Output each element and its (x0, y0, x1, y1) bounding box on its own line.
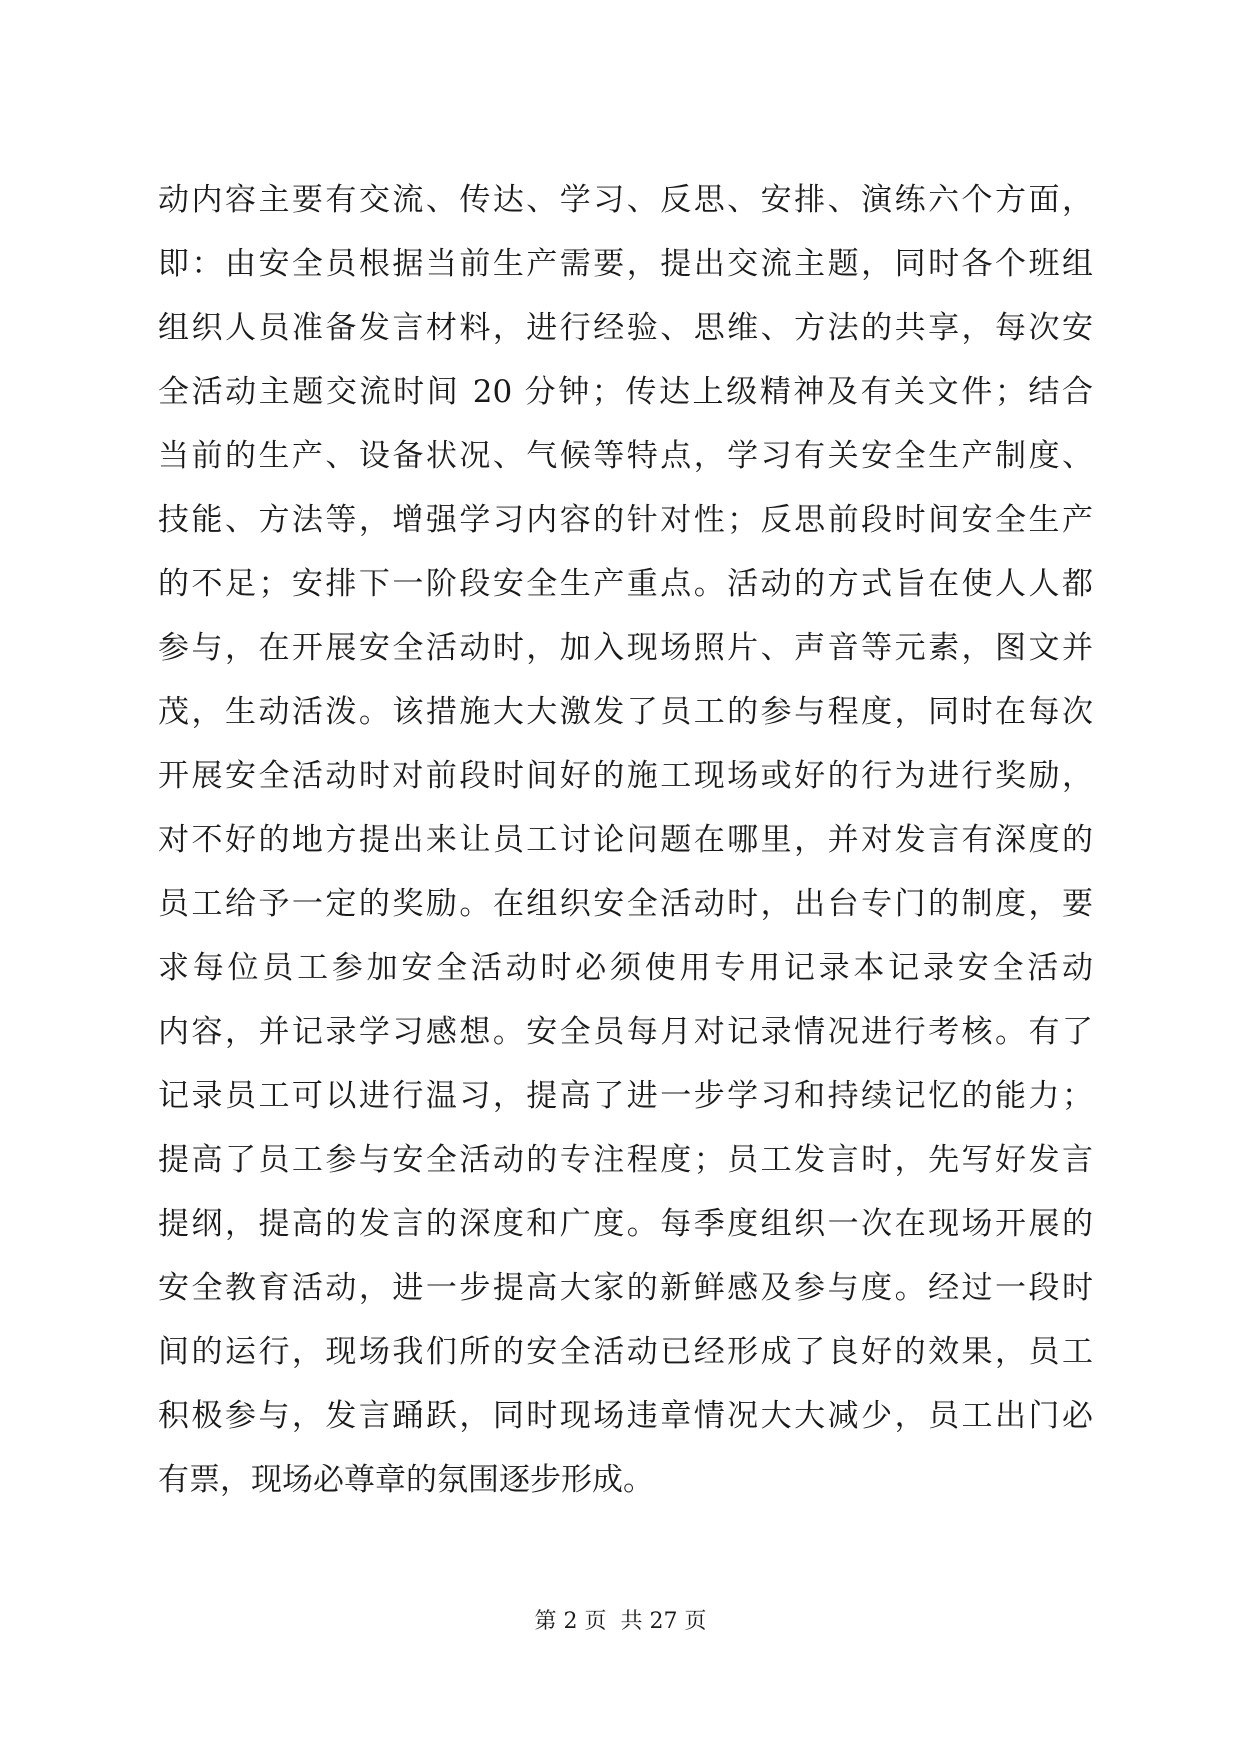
text-line: 提高了员工参与安全活动的专注程度；员工发言时，先写好发言 (158, 1142, 1093, 1178)
text-line: 当前的生产、设备状况、气候等特点，学习有关安全生产制度、 (158, 438, 1093, 474)
text-line: 有票，现场必尊章的氛围逐步形成。 (158, 1462, 654, 1498)
text-line: 安全教育活动，进一步提高大家的新鲜感及参与度。经过一段时 (158, 1270, 1093, 1306)
text-line: 即：由安全员根据当前生产需要，提出交流主题，同时各个班组 (158, 246, 1093, 282)
body-paragraph (158, 168, 1093, 1512)
text-line: 参与，在开展安全活动时，加入现场照片、声音等元素，图文并 (158, 630, 1093, 666)
text-line: 全活动主题交流时间 20 分钟；传达上级精神及有关文件；结合 (158, 374, 1093, 410)
text-line: 员工给予一定的奖励。在组织安全活动时，出台专门的制度，要 (158, 886, 1093, 922)
text-line: 对不好的地方提出来让员工讨论问题在哪里，并对发言有深度的 (158, 822, 1093, 858)
text-line: 的不足；安排下一阶段安全生产重点。活动的方式旨在使人人都 (158, 566, 1093, 602)
text-line: 组织人员准备发言材料，进行经验、思维、方法的共享，每次安 (158, 310, 1093, 346)
text-line: 提纲，提高的发言的深度和广度。每季度组织一次在现场开展的 (158, 1206, 1093, 1242)
text-line: 技能、方法等，增强学习内容的针对性；反思前段时间安全生产 (158, 502, 1093, 538)
text-line: 间的运行，现场我们所的安全活动已经形成了良好的效果，员工 (158, 1334, 1093, 1370)
text-line: 动内容主要有交流、传达、学习、反思、安排、演练六个方面， (158, 182, 1093, 218)
text-line: 茂，生动活泼。该措施大大激发了员工的参与程度，同时在每次 (158, 694, 1093, 730)
page-number-footer: 第 2 页 共 27 页 (534, 1609, 707, 1634)
text-line: 记录员工可以进行温习，提高了进一步学习和持续记忆的能力； (158, 1078, 1093, 1114)
text-line: 积极参与，发言踊跃，同时现场违章情况大大减少，员工出门必 (158, 1398, 1093, 1434)
text-line: 求每位员工参加安全活动时必须使用专用记录本记录安全活动 (158, 950, 1093, 986)
text-line: 内容，并记录学习感想。安全员每月对记录情况进行考核。有了 (158, 1014, 1093, 1050)
text-line: 开展安全活动时对前段时间好的施工现场或好的行为进行奖励， (158, 758, 1093, 794)
